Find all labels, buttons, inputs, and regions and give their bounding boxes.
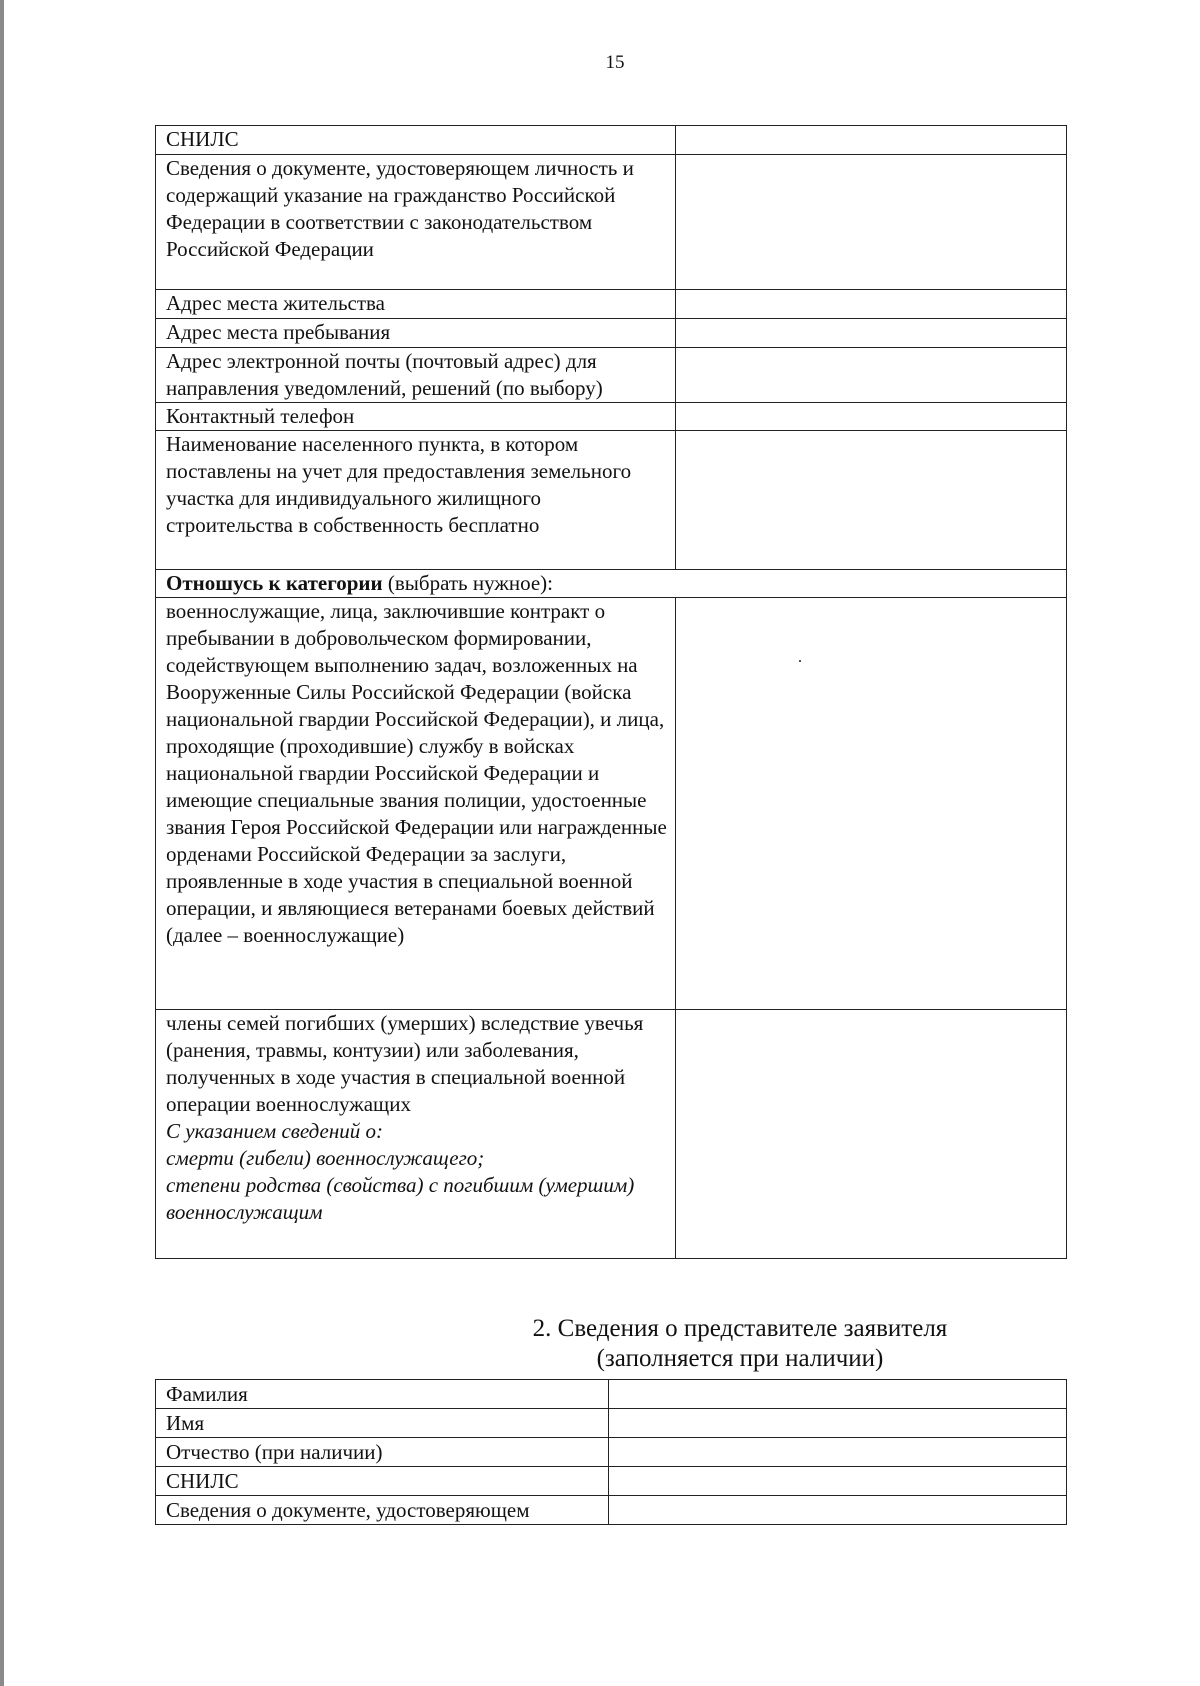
category-families-label: члены семей погибших (умерших) вследствие увечья (ранения, травмы, контузии) или заболевания, полученных в ходе участия в специальной военной операции военнослужащих	[166, 1011, 644, 1116]
table-row	[156, 1409, 1067, 1438]
category-families-value-cell[interactable]	[675, 1010, 1066, 1259]
section-2-title	[300, 1314, 1180, 1374]
category-header-rest: (выбрать нужное):	[382, 571, 553, 595]
first-name-value-cell[interactable]	[609, 1409, 1067, 1438]
category-families-cell	[156, 1010, 676, 1259]
stay-address-label: Адрес места пребывания	[156, 319, 676, 348]
table-row	[156, 1496, 1067, 1525]
residence-address-label: Адрес места жительства	[156, 290, 676, 319]
table-row	[156, 403, 1067, 431]
table-row	[156, 290, 1067, 319]
surname-value-cell[interactable]	[609, 1380, 1067, 1409]
table-row	[156, 1438, 1067, 1467]
table-row	[156, 1010, 1067, 1259]
email-address-value-cell[interactable]	[675, 348, 1066, 403]
category-header-bold: Отношусь к категории	[166, 571, 383, 595]
table-row	[156, 155, 1067, 290]
phone-label: Контактный телефон	[156, 403, 676, 431]
category-military-value-cell[interactable]	[675, 598, 1066, 1010]
table-row	[156, 570, 1067, 598]
table-row	[156, 348, 1067, 403]
table-row	[156, 1380, 1067, 1409]
page-number: 15	[605, 52, 625, 73]
surname-label: Фамилия	[156, 1380, 609, 1409]
families-note-2: смерти (гибели) военнослужащего;	[166, 1146, 485, 1170]
residence-address-value-cell[interactable]	[675, 290, 1066, 319]
identity-document-label: Сведения о документе, удостоверяющем личность и содержащий указание на гражданство Российской Федерации в соответствии с законодательством Российской Федерации	[156, 155, 676, 290]
families-note-3: степени родства (свойства) с погибшим (умершим) военнослужащим	[166, 1173, 635, 1224]
category-military-label: военнослужащие, лица, заключившие контракт о пребывании в добровольческом формировании, содействующем выполнению задач, возложенных на Вооруженные Силы Российской Федерации (войска национальной гвардии Российской Федерации), и лица, проходящие (проходившие) службу в войсках национальной гвардии Российской Федерации и имеющие специальные звания полиции, удостоенные звания Героя Российской Федерации или награжденные орденами Российской Федерации за заслуги, проявленные в ходе участия в специальной военной операции, и являющиеся ветеранами боевых действий (далее – военнослужащие)	[156, 598, 676, 1010]
section-2-title-line2: (заполняется при наличии)	[596, 1345, 884, 1372]
table-row	[156, 431, 1067, 570]
table-row	[156, 319, 1067, 348]
identity-document-value-cell[interactable]	[675, 155, 1066, 290]
scan-edge	[0, 0, 4, 1686]
representative-snils-label: СНИЛС	[156, 1467, 609, 1496]
snils-value-cell[interactable]	[675, 126, 1066, 155]
scan-speck	[799, 660, 801, 662]
patronymic-value-cell[interactable]	[609, 1438, 1067, 1467]
representative-document-label: Сведения о документе, удостоверяющем	[156, 1496, 609, 1525]
snils-label: СНИЛС	[156, 126, 676, 155]
families-note-1: С указанием сведений о:	[166, 1119, 384, 1143]
first-name-label: Имя	[156, 1409, 609, 1438]
representative-info-table	[155, 1379, 1067, 1525]
category-header	[156, 570, 1067, 598]
phone-value-cell[interactable]	[675, 403, 1066, 431]
table-row	[156, 126, 1067, 155]
table-row	[156, 1467, 1067, 1496]
stay-address-value-cell[interactable]	[675, 319, 1066, 348]
patronymic-label: Отчество (при наличии)	[156, 1438, 609, 1467]
email-address-label: Адрес электронной почты (почтовый адрес) для направления уведомлений, решений (по выбору)	[156, 348, 676, 403]
representative-document-value-cell[interactable]	[609, 1496, 1067, 1525]
applicant-info-table	[155, 125, 1067, 1259]
settlement-label: Наименование населенного пункта, в котором поставлены на учет для предоставления земельного участка для индивидуального жилищного строительства в собственность бесплатно	[156, 431, 676, 570]
table-row	[156, 598, 1067, 1010]
section-2-title-line1: 2. Сведения о представителе заявителя	[532, 1315, 948, 1342]
representative-snils-value-cell[interactable]	[609, 1467, 1067, 1496]
settlement-value-cell[interactable]	[675, 431, 1066, 570]
